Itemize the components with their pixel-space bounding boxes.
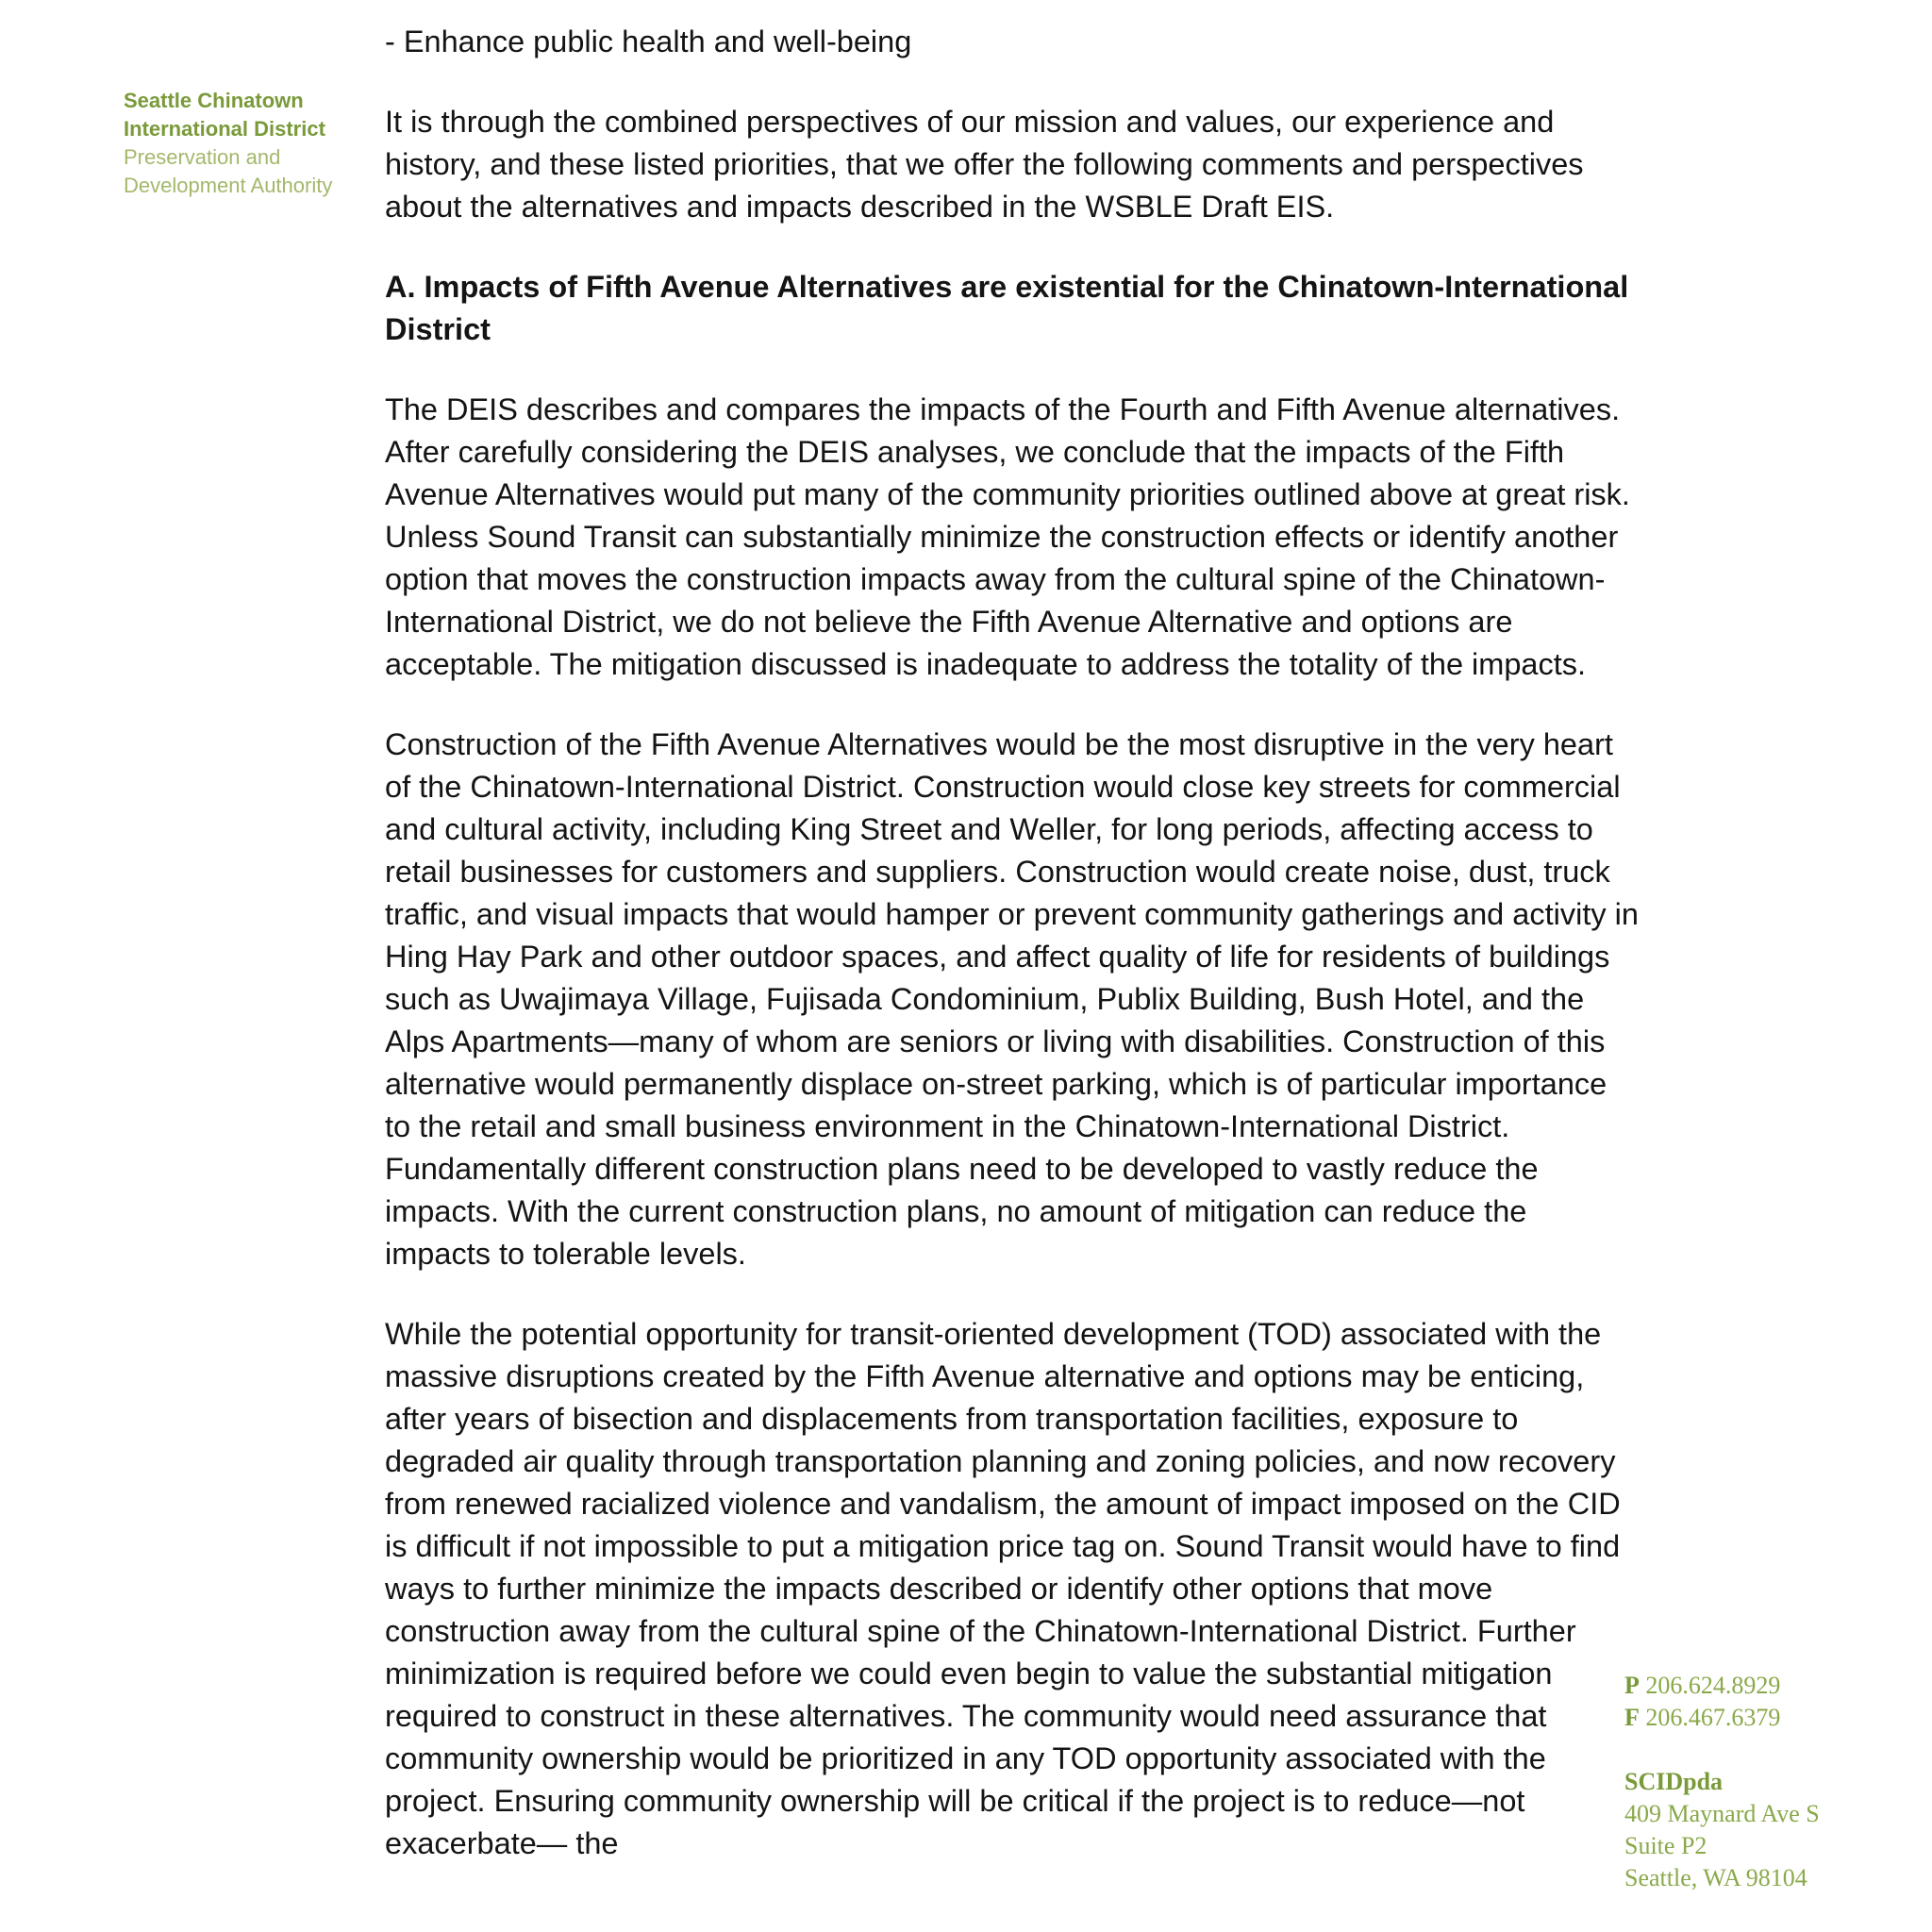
paragraph-3: While the potential opportunity for transit-oriented development (TOD) associated with the massive disruptions created by the Fifth Avenue alternative and options may be enticing, after years of bisection and displacements from transportation facilities, exposure to degraded air quality through transportation planning and zoning policies, and now recovery from renewed racialized violence and vandalism, the amount of impact imposed on the CID is difficult if not impossible to put a mitigation price tag on. Sound Transit would have to find ways to further minimize the impacts described or identify other options that move construction away from the cultural spine of the Chinatown-International District. Further minimization is required before we could even begin to value the substantial mitigation required to construct in these alternatives. The community would need assurance that community ownership would be prioritized in any TOD opportunity associated with the project. Ensuring community ownership will be critical if the project is to reduce—not exacerbate— the <box>385 1317 1621 1860</box>
paragraph-1: The DEIS describes and compares the impacts of the Fourth and Fifth Avenue alternatives. After carefully considering the DEIS analyses, we conclude that the impacts of the Fifth Avenue Alternatives would put many of the community priorities outlined above at great risk. Unless Sound Transit can substantially minimize the construction effects or identify another option that moves the construction impacts away from the cultural spine of the Chinatown-International District, we do not believe the Fifth Avenue Alternative and options are acceptable. The mitigation discussed is inadequate to address the totality of the impacts. <box>385 392 1630 681</box>
phone-number: 206.624.8929 <box>1645 1672 1781 1699</box>
letter-body <box>385 21 1640 1903</box>
address-line3: Seattle, WA 98104 <box>1624 1864 1807 1891</box>
priority-bullet: - Enhance public health and well-being <box>385 25 912 58</box>
paragraph-2: Construction of the Fifth Avenue Alternatives would be the most disruptive in the very heart of the Chinatown-International District. Construction would close key streets for commercial and cultural activity, including King Street and Weller, for long periods, affecting access to retail businesses for customers and suppliers. Construction would create noise, dust, truck traffic, and visual impacts that would hamper or prevent community gatherings and activity in Hing Hay Park and other outdoor spaces, and affect quality of life for residents of buildings such as Uwajimaya Village, Fujisada Condominium, Publix Building, Bush Hotel, and the Alps Apartments—many of whom are seniors or living with disabilities. Construction of this alternative would permanently displace on-street parking, which is of particular importance to the retail and small business environment in the Chinatown-International District. Fundamentally different construction plans need to be developed to vastly reduce the impacts. With the current construction plans, no amount of mitigation can reduce the impacts to tolerable levels. <box>385 727 1639 1271</box>
org-short-name: SCIDpda <box>1624 1768 1724 1795</box>
phone-line <box>1624 1670 1907 1702</box>
fax-number: 206.467.6379 <box>1645 1704 1781 1731</box>
intro-paragraph: It is through the combined perspectives of our mission and values, our experience and history, and these listed priorities, that we offer the following comments and perspectives about the alternatives and impacts described in the WSBLE Draft EIS. <box>385 105 1584 224</box>
fax-label: F <box>1624 1704 1640 1731</box>
org-sub-line2: Development Authority <box>124 174 333 197</box>
fax-line <box>1624 1702 1907 1734</box>
contact-block <box>1624 1670 1907 1894</box>
address-line1: 409 Maynard Ave S <box>1624 1800 1820 1827</box>
org-sub-line1: Preservation and <box>124 145 281 169</box>
org-name-line2: International District <box>124 117 325 141</box>
org-letterhead <box>124 87 374 200</box>
address-line2: Suite P2 <box>1624 1832 1707 1859</box>
org-name-line1: Seattle Chinatown <box>124 89 304 112</box>
section-heading-a: A. Impacts of Fifth Avenue Alternatives are existential for the Chinatown-International District <box>385 270 1629 346</box>
phone-label: P <box>1624 1672 1640 1699</box>
contact-spacer <box>1624 1734 1907 1766</box>
